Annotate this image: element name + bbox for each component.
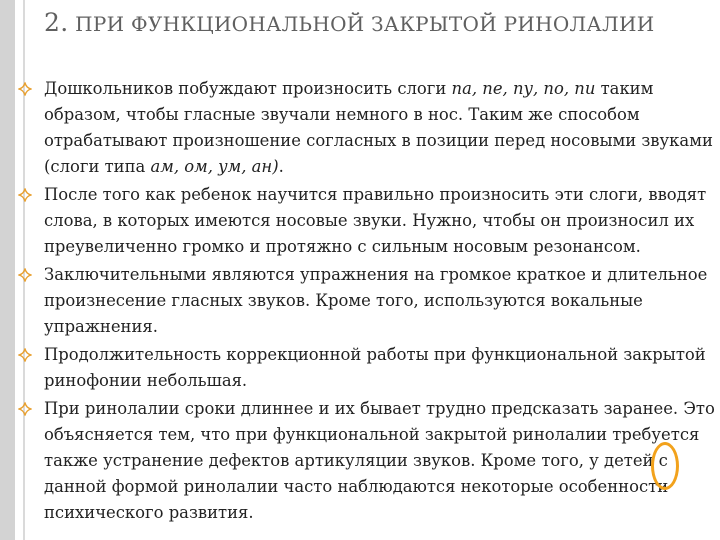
item-text: . bbox=[278, 157, 284, 176]
decorative-ring bbox=[651, 442, 679, 490]
italic-text: па, пе, пу, по, пи bbox=[451, 79, 596, 98]
list-item bbox=[44, 182, 718, 260]
item-text: После того как ребенок научится правильно произносить эти слоги, вводят слова, в которых имеются носовые звуки. Нужно, чтобы он произносил их преувеличенно громко и протяжно с сильным носовым резонансом. bbox=[44, 185, 707, 256]
slide-title-number: 2. bbox=[44, 8, 69, 37]
list-item bbox=[44, 76, 718, 180]
item-text: таким образом, чтобы гласные звучали немного в нос. Таким же способом отрабатывают произношение согласных в позиции перед носовыми звуками (слоги типа bbox=[44, 79, 713, 176]
open-diamond-star-icon bbox=[18, 82, 32, 96]
italic-text: ам, ом, ум, ан) bbox=[150, 157, 279, 176]
list-item bbox=[44, 396, 718, 526]
slide-title bbox=[44, 6, 684, 41]
open-diamond-star-icon bbox=[18, 188, 32, 202]
list-item bbox=[44, 342, 718, 394]
item-text: При ринолалии сроки длиннее и их бывает трудно предсказать заранее. Это объясняется тем, что при функциональной закрытой ринолалии требуется также устранение дефектов артикуляции звуков. Кроме того, у детей с данной формой ринолалии часто наблюдаются некоторые особенности психического развития. bbox=[44, 399, 715, 522]
open-diamond-star-icon bbox=[18, 268, 32, 282]
list-item bbox=[44, 262, 718, 340]
left-decorative-bar bbox=[0, 0, 15, 540]
item-text: Заключительными являются упражнения на громкое краткое и длительное произнесение гласных звуков. Кроме того, используются вокальные упражнения. bbox=[44, 265, 708, 336]
open-diamond-star-icon bbox=[18, 402, 32, 416]
slide-title-text: ПРИ ФУНКЦИОНАЛЬНОЙ ЗАКРЫТОЙ РИНОЛАЛИИ bbox=[75, 12, 655, 36]
item-text: Дошкольников побуждают произносить слоги bbox=[44, 79, 452, 98]
item-text: Продолжительность коррекционной работы при функциональной закрытой ринофонии небольшая. bbox=[44, 345, 706, 390]
bullet-list bbox=[44, 76, 718, 528]
open-diamond-star-icon bbox=[18, 348, 32, 362]
